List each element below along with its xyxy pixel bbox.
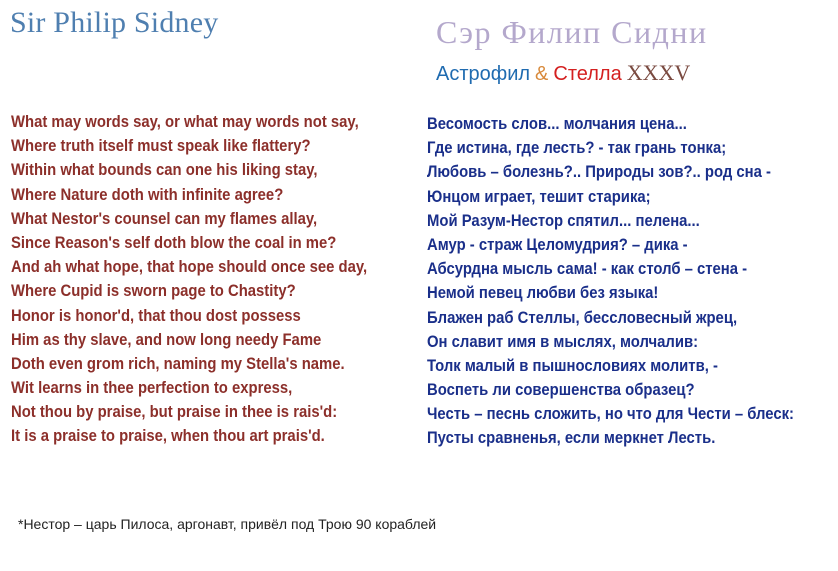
russian-poem-line: Немой певец любви без языка! (427, 284, 659, 303)
footnote: *Нестор – царь Пилоса, аргонавт, привёл под Трою 90 кораблей (18, 516, 437, 532)
english-poem-line: It is a praise to praise, when thou art prais'd. (11, 427, 325, 446)
english-poem-line: Since Reason's self doth blow the coal in me? (11, 233, 337, 252)
english-poem-line: Where Nature doth with infinite agree? (11, 185, 284, 204)
english-poem-line: Him as thy slave, and now long needy Fame (11, 330, 322, 349)
russian-poem-line: Честь – песнь сложить, но что для Чести – блеск: (427, 405, 794, 424)
english-title: Sir Philip Sidney (10, 6, 219, 39)
russian-poem-line: Мой Разум-Нестор спятил... пелена... (427, 211, 700, 230)
english-poem-line: Where Cupid is sworn page to Chastity? (11, 282, 296, 301)
english-poem-line: Where truth itself must speak like flattery? (11, 137, 311, 156)
english-poem-line: Within what bounds can one his liking stay, (11, 161, 318, 180)
english-poem-line: Not thou by praise, but praise in thee is rais'd: (11, 403, 338, 422)
russian-poem-line: Абсурдна мысль сама! - как столб – стена - (427, 260, 748, 279)
english-poem-line: What Nestor's counsel can my flames allay, (11, 209, 318, 228)
english-poem-line: And ah what hope, that hope should once see day, (11, 258, 368, 277)
english-poem (11, 110, 367, 449)
russian-title: Сэр Филип Сидни (436, 14, 708, 50)
subtitle-ampersand: & (535, 63, 549, 85)
russian-poem (427, 112, 794, 451)
english-poem-line: Wit learns in thee perfection to express, (11, 379, 293, 398)
english-poem-line: Doth even grom rich, naming my Stella's name. (11, 354, 345, 373)
russian-poem-line: Блажен раб Стеллы, бессловесный жрец, (427, 308, 738, 327)
russian-poem-line: Воспеть ли совершенства образец? (427, 381, 695, 400)
russian-subtitle (436, 60, 690, 86)
russian-poem-line: Пусты сравненья, если меркнет Лесть. (427, 429, 716, 448)
russian-poem-line: Весомость слов... молчания цена... (427, 115, 687, 133)
russian-poem-line: Где истина, где лесть? - так грань тонка; (427, 139, 727, 158)
english-poem-line: Honor is honor'd, that thou dost possess (11, 306, 301, 325)
russian-poem-line: Любовь – болезнь?.. Природы зов?.. род сна - (427, 163, 771, 182)
russian-poem-line: Юнцом играет, тешит старика; (427, 187, 651, 206)
russian-poem-line: Он славит имя в мыслях, молчалив: (427, 332, 699, 351)
subtitle-astrofil: Астрофил (436, 63, 531, 85)
subtitle-stella: Стелла (553, 63, 622, 85)
subtitle-sonnet-number: XXXV (626, 60, 691, 85)
english-poem-line: What may words say, or what may words not say, (11, 113, 359, 131)
russian-poem-line: Амур - страж Целомудрия? – дика - (427, 235, 688, 254)
russian-poem-line: Толк малый в пышнословиях молитв, - (427, 356, 718, 375)
